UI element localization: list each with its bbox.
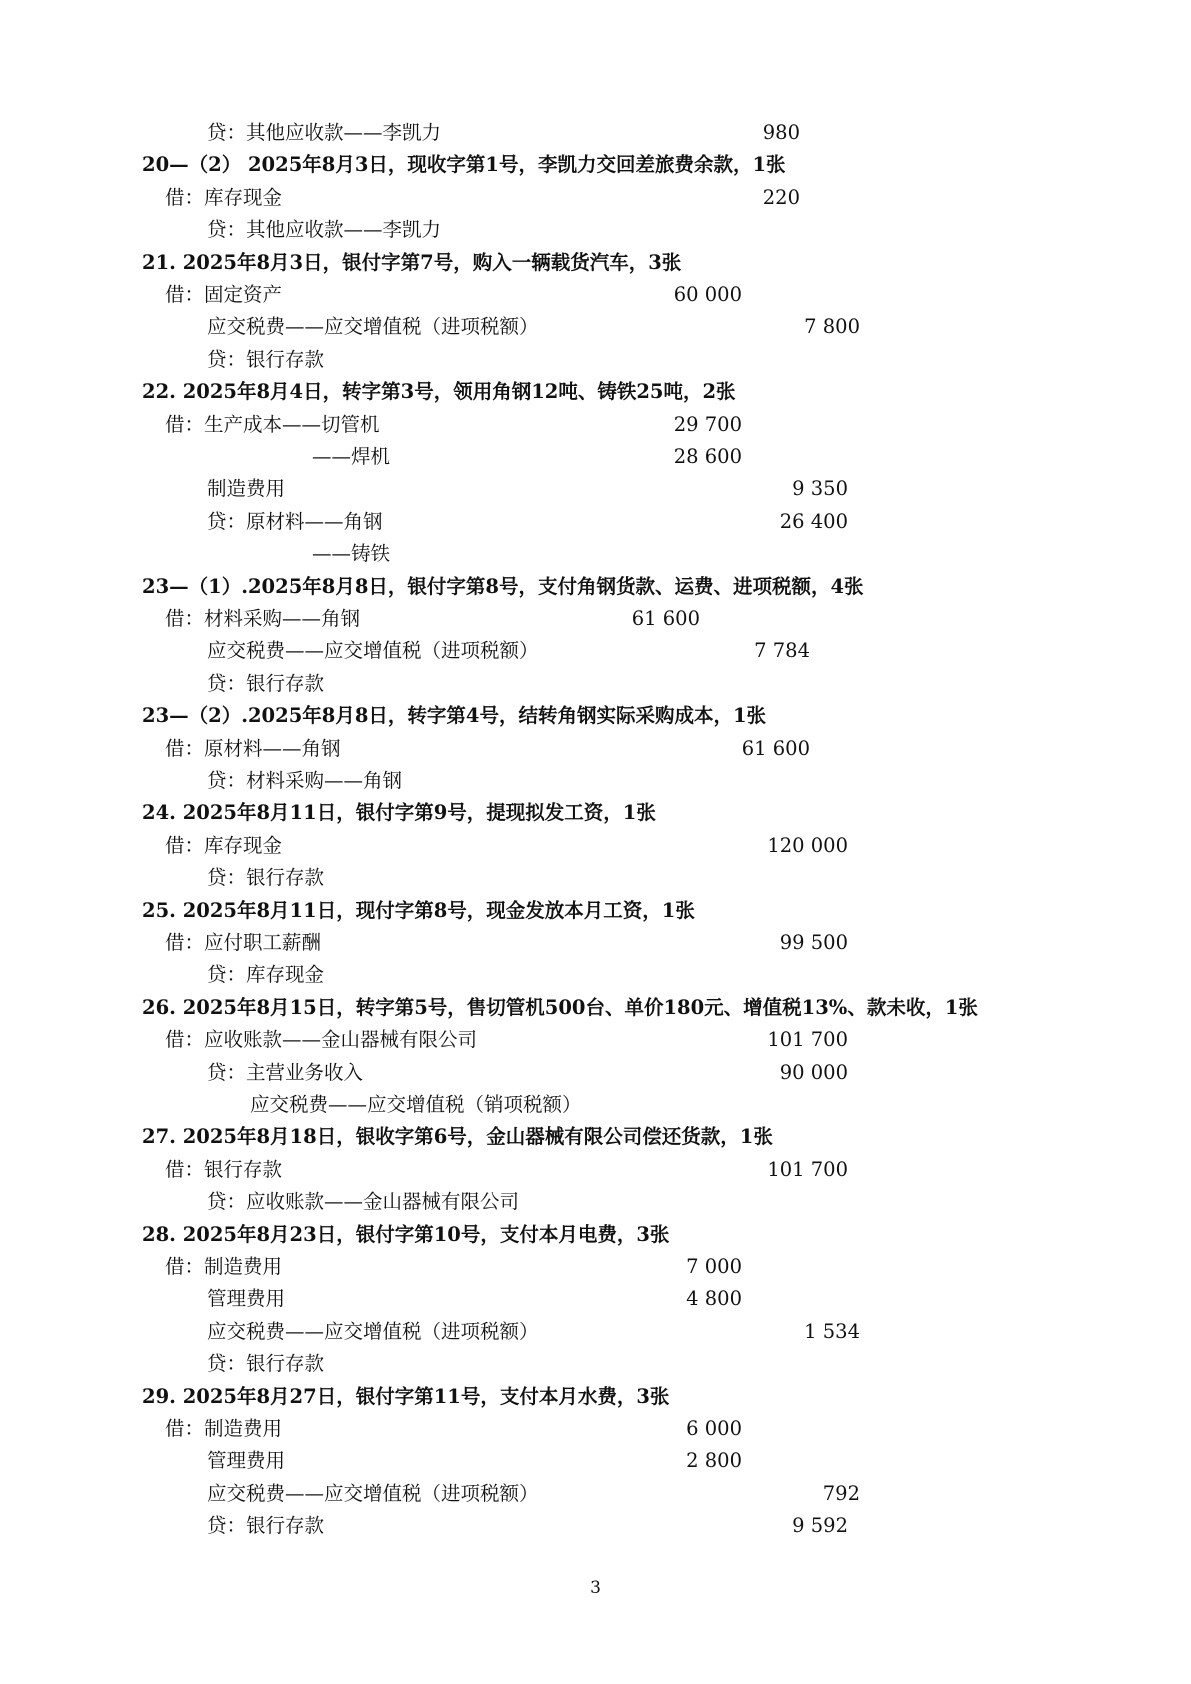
debit-amount: 28 600 <box>673 445 742 468</box>
debit-line <box>0 1283 1191 1315</box>
entry-heading <box>0 149 1191 181</box>
debit-amount: 29 700 <box>673 412 742 436</box>
debit-account: 制造费用 <box>207 477 286 501</box>
entry-heading-text: 20—（2） 2025年8月3日，现收字第1号，李凯力交回差旅费余款，1张 <box>142 153 786 177</box>
debit-amount: 61 600 <box>631 607 700 630</box>
entry-heading-text: 24. 2025年8月11日，银付字第9号，提现拟发工资，1张 <box>142 801 656 825</box>
credit-account: 应交税费——应交增值税（销项税额） <box>250 1093 582 1116</box>
debit-amount: 220 <box>762 185 800 209</box>
entry-heading-text: 23—（1）.2025年8月8日，银付字第8号，支付角钢货款、运费、进项税额，4张 <box>142 574 864 598</box>
credit-account: 贷：原材料——角钢 <box>207 509 383 533</box>
credit-line <box>0 862 1191 894</box>
debit-line <box>0 830 1191 862</box>
credit-account: ——铸铁 <box>312 542 391 566</box>
debit-account: 借：应付职工薪酬 <box>165 931 322 954</box>
credit-account: 贷：其他应收款——李凯力 <box>207 121 442 144</box>
debit-line <box>0 635 1191 667</box>
entry-heading-text: 26. 2025年8月15日，转字第5号，售切管机500台、单价180元、增值税13%、款未收，1张 <box>142 995 978 1019</box>
credit-account: 贷：材料采购——角钢 <box>207 769 403 792</box>
credit-line <box>0 344 1191 376</box>
entry-heading <box>0 700 1191 732</box>
debit-account: 应交税费——应交增值税（进项税额） <box>207 1319 539 1343</box>
debit-amount: 60 000 <box>673 283 742 306</box>
credit-line <box>0 1089 1191 1121</box>
credit-line <box>0 1186 1191 1218</box>
credit-line <box>0 959 1191 991</box>
credit-line <box>0 214 1191 246</box>
entry-heading <box>0 1219 1191 1251</box>
credit-account: 贷：库存现金 <box>207 963 325 987</box>
debit-account: 应交税费——应交增值税（进项税额） <box>207 315 539 339</box>
debit-line <box>0 182 1191 214</box>
debit-amount: 99 500 <box>779 931 848 954</box>
credit-account: 贷：其他应收款——李凯力 <box>207 218 442 242</box>
entry-heading-text: 23—（2）.2025年8月8日，转字第4号，结转角钢实际采购成本，1张 <box>142 704 767 728</box>
entry-heading <box>0 1121 1191 1153</box>
debit-line <box>0 1154 1191 1186</box>
debit-account: 借：应收账款——金山器械有限公司 <box>165 1028 478 1052</box>
debit-line <box>0 1445 1191 1477</box>
debit-account: 借：库存现金 <box>165 833 283 857</box>
debit-line <box>0 1478 1191 1510</box>
debit-amount: 792 <box>822 1481 860 1505</box>
debit-account: 借：制造费用 <box>165 1417 283 1440</box>
debit-amount: 7 784 <box>754 639 810 663</box>
debit-account: 借：固定资产 <box>165 283 283 306</box>
debit-line <box>0 733 1191 765</box>
debit-line <box>0 1316 1191 1348</box>
credit-line <box>0 117 1191 149</box>
debit-account: 借：制造费用 <box>165 1255 283 1278</box>
debit-amount: 101 700 <box>767 1157 848 1181</box>
credit-line <box>0 668 1191 700</box>
credit-account: 贷：银行存款 <box>207 866 325 890</box>
debit-account: 应交税费——应交增值税（进项税额） <box>207 639 539 663</box>
debit-line <box>0 1024 1191 1056</box>
debit-account: 借：材料采购——角钢 <box>165 607 361 630</box>
debit-amount: 7 800 <box>804 315 860 339</box>
credit-line <box>0 538 1191 570</box>
debit-amount: 2 800 <box>686 1449 742 1473</box>
debit-account: 借：生产成本——切管机 <box>165 412 380 436</box>
credit-line <box>0 506 1191 538</box>
debit-amount: 4 800 <box>686 1287 742 1311</box>
debit-account: 应交税费——应交增值税（进项税额） <box>207 1481 539 1505</box>
credit-account: 贷：银行存款 <box>207 671 325 695</box>
credit-line <box>0 1057 1191 1089</box>
credit-account: 贷：应收账款——金山器械有限公司 <box>207 1190 520 1214</box>
credit-account: 贷：银行存款 <box>207 1514 325 1538</box>
debit-account: 借：银行存款 <box>165 1157 283 1181</box>
debit-amount: 120 000 <box>767 833 848 857</box>
entry-heading-text: 29. 2025年8月27日，银付字第11号，支付本月水费，3张 <box>142 1384 670 1408</box>
credit-line <box>0 1510 1191 1542</box>
entry-heading-text: 21. 2025年8月3日，银付字第7号，购入一辆载货汽车，3张 <box>142 250 682 274</box>
credit-amount: 26 400 <box>779 509 848 533</box>
entry-heading <box>0 895 1191 927</box>
entry-heading <box>0 797 1191 829</box>
credit-account: 贷：银行存款 <box>207 1352 325 1376</box>
debit-amount: 7 000 <box>686 1255 742 1278</box>
debit-line <box>0 1251 1191 1283</box>
entry-heading <box>0 247 1191 279</box>
entry-heading <box>0 1381 1191 1413</box>
debit-line <box>0 603 1191 635</box>
debit-line <box>0 409 1191 441</box>
page-number: 3 <box>590 1578 601 1598</box>
entry-heading-text: 25. 2025年8月11日，现付字第8号，现金发放本月工资，1张 <box>142 898 695 922</box>
debit-line <box>0 1413 1191 1445</box>
entry-heading-text: 28. 2025年8月23日，银付字第10号，支付本月电费，3张 <box>142 1222 670 1246</box>
credit-amount: 90 000 <box>779 1060 848 1084</box>
credit-account: 贷：银行存款 <box>207 347 325 371</box>
entry-heading-text: 27. 2025年8月18日，银收字第6号，金山器械有限公司偿还货款，1张 <box>142 1125 773 1149</box>
debit-line <box>0 441 1191 473</box>
debit-line <box>0 279 1191 311</box>
debit-account: 借：库存现金 <box>165 185 283 209</box>
debit-account: 管理费用 <box>207 1287 286 1311</box>
credit-line <box>0 1348 1191 1380</box>
debit-amount: 101 700 <box>767 1028 848 1052</box>
debit-line <box>0 311 1191 343</box>
credit-account: 贷：主营业务收入 <box>207 1060 364 1084</box>
debit-amount: 6 000 <box>686 1417 742 1440</box>
entry-heading-text: 22. 2025年8月4日，转字第3号，领用角钢12吨、铸铁25吨，2张 <box>142 380 736 404</box>
debit-amount: 1 534 <box>804 1319 860 1343</box>
debit-amount: 9 350 <box>792 477 848 501</box>
credit-line <box>0 765 1191 797</box>
debit-line <box>0 927 1191 959</box>
debit-account: 管理费用 <box>207 1449 286 1473</box>
credit-amount: 9 592 <box>792 1514 848 1538</box>
credit-amount: 980 <box>762 121 800 144</box>
entry-heading <box>0 992 1191 1024</box>
entry-heading <box>0 376 1191 408</box>
entry-heading <box>0 571 1191 603</box>
debit-account: ——焊机 <box>312 445 391 468</box>
debit-amount: 61 600 <box>741 736 810 760</box>
debit-account: 借：原材料——角钢 <box>165 736 341 760</box>
debit-line <box>0 473 1191 505</box>
